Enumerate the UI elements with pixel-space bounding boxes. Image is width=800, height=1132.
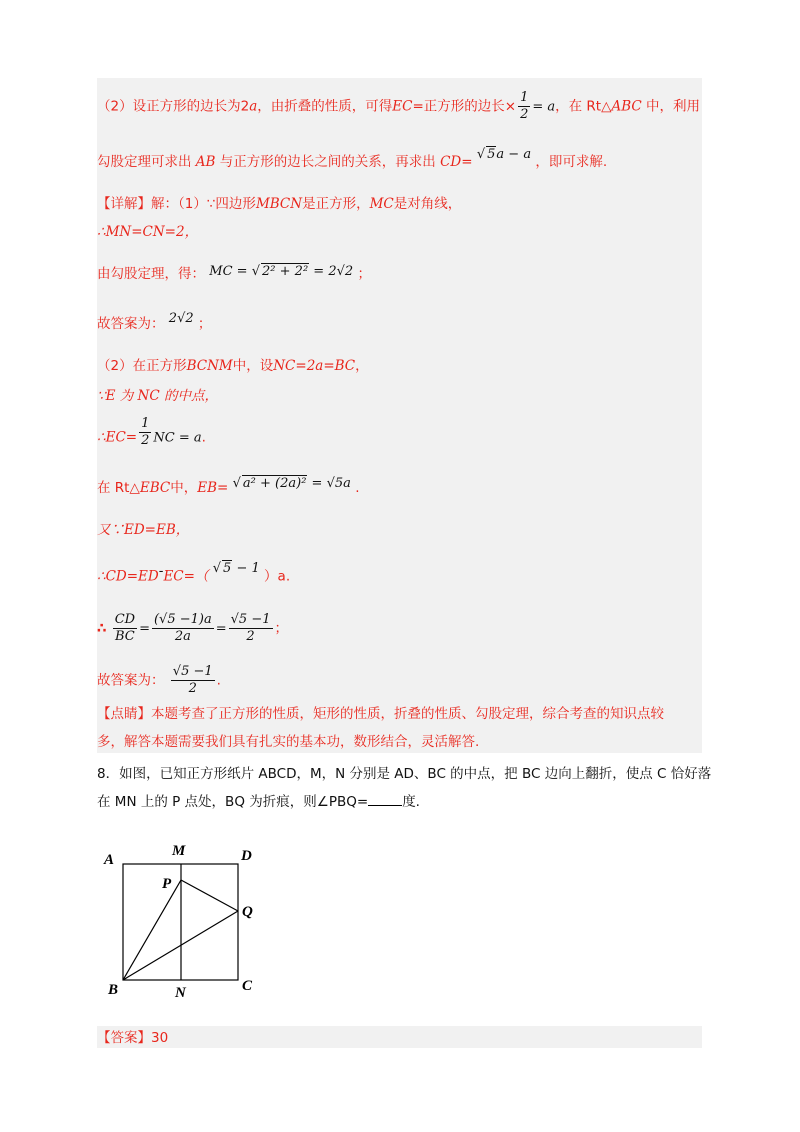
cd-line: ∴CD=ED-EC=（ √ 5 − 1 ）a. (97, 560, 291, 585)
label-b: B (108, 982, 119, 998)
label-n: N (175, 985, 186, 998)
mn-line: ∴MN=CN=2， (97, 224, 199, 240)
ec-line: ∴EC= $\frac{1}{2}$ NC = a. (97, 416, 206, 448)
answer-value: 30 (151, 1030, 169, 1046)
hint-line-1: （2）设正方形的边长为2a，由折叠的性质，可得EC=正方形的边长× $\frac{1}{2}$ = a，在 Rt△ABC 中，利用 (97, 90, 701, 122)
cd-value: √ 5 − 1 (212, 560, 260, 576)
label-a: A (104, 852, 115, 868)
midpoint-line: ∵E 为 NC 的中点， (97, 388, 218, 404)
label-q: Q (242, 904, 253, 920)
comment-line-2: 多，解答本题需要我们具有扎实的基本功，数形结合，灵活解答. (97, 734, 480, 750)
ec-fraction: $\frac{1}{2}$ (141, 416, 150, 448)
answer-line (97, 1028, 168, 1048)
answer-2-fraction: $\frac{√5 -1}{2}$ (172, 664, 213, 696)
square-fold-figure (100, 838, 300, 998)
answer-2-line: 故答案为： $\frac{√5 -1}{2}$ . (97, 664, 221, 696)
segment-bp (123, 880, 181, 980)
pythagoras-line: 由勾股定理，得： MC = √ 2² + 2² = 2√2 ； (97, 264, 371, 282)
answer-1-value: 2√2 (168, 311, 194, 326)
solution-background (97, 78, 702, 753)
ratio-left: $\frac{CD}{BC}$ (114, 612, 136, 644)
ratio-line: ∴ $\frac{CD}{BC}$ = $\frac{(√5 -1)a}{2a}$ = $\frac{√5 -1}{2}$ ； (97, 612, 288, 644)
comment-line-1: 【点睛】本题考查了正方形的性质，矩形的性质，折叠的性质、勾股定理，综合考查的知识点较 (97, 706, 664, 722)
ratio-middle: $\frac{(√5 -1)a}{2a}$ (153, 612, 212, 644)
label-c: C (242, 978, 253, 994)
ratio-right: $\frac{√5 -1}{2}$ (230, 612, 271, 644)
answer-blank (368, 793, 402, 806)
label-d: D (241, 848, 252, 864)
half-fraction: $\frac{1}{2}$ (520, 90, 529, 122)
answer-background (97, 1026, 702, 1048)
ed-line: 又∵ED=EB， (97, 522, 190, 538)
eb-line: 在 Rt△EBC中，EB= √ a² + (2a)² = √5a . (97, 476, 360, 496)
question-line-2: 在 MN 上的 P 点处，BQ 为折痕，则∠PBQ= 度. (97, 794, 420, 810)
label-p: P (162, 876, 172, 892)
eb-formula: √ a² + (2a)² = √5a (232, 476, 351, 491)
answer-1-line: 故答案为： 2√2 ； (97, 311, 212, 332)
mc-formula: MC = √ 2² + 2² = 2√2 (209, 264, 354, 279)
cd-formula: √ 5a − a (476, 147, 532, 162)
detail-line: 【详解】解：（1）∵四边形MBCN是正方形，MC是对角线， (97, 196, 462, 212)
answer-tag: 【答案】 (97, 1030, 151, 1046)
part-2-line: （2）在正方形BCNM中，设NC=2a=BC， (97, 358, 369, 374)
question-line-1: 8．如图，已知正方形纸片 ABCD，M，N 分别是 AD、BC 的中点，把 BC 边向上翻折，使点 C 恰好落 (97, 766, 712, 782)
hint-line-2: 勾股定理可求出 AB 与正方形的边长之间的关系，再求出 CD= √ 5a − a ，即可求解. (97, 147, 608, 170)
label-m: M (172, 843, 186, 859)
segment-pq (181, 880, 238, 911)
